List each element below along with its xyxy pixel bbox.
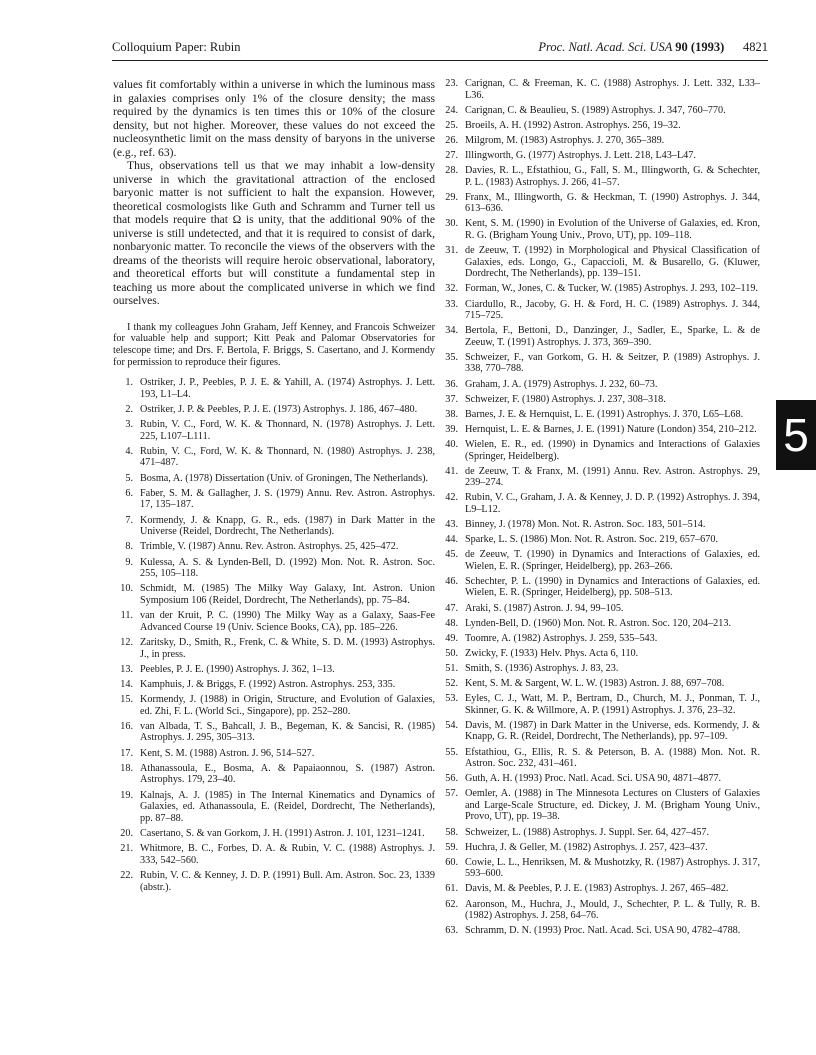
reference-number: 12. xyxy=(120,636,133,648)
reference-number: 5. xyxy=(125,472,133,484)
reference-item xyxy=(438,925,760,937)
reference-text: Huchra, J. & Geller, M. (1982) Astrophys. J. 257, 423–437. xyxy=(465,841,708,853)
reference-number: 44. xyxy=(445,534,458,546)
reference-number: 34. xyxy=(445,325,458,337)
reference-text: Davies, R. L., Efstathiou, G., Fall, S. M., Illingworth, G. & Schechter, P. L. (1983) Astrophys. J. 266, 41–57. xyxy=(465,165,760,188)
reference-number: 52. xyxy=(445,678,458,690)
reference-item xyxy=(438,633,760,645)
reference-number: 13. xyxy=(120,663,133,675)
reference-number: 29. xyxy=(445,191,458,203)
reference-item xyxy=(113,694,435,717)
reference-number: 6. xyxy=(125,487,133,499)
reference-text: Smith, S. (1936) Astrophys. J. 83, 23. xyxy=(465,662,619,674)
reference-item xyxy=(438,78,760,101)
reference-item xyxy=(113,679,435,691)
reference-number: 9. xyxy=(125,556,133,568)
reference-text: Kulessa, A. S. & Lynden-Bell, D. (1992) Mon. Not. R. Astron. Soc. 255, 105–118. xyxy=(140,556,435,580)
reference-item xyxy=(113,583,435,606)
reference-number: 56. xyxy=(445,773,458,785)
reference-item xyxy=(113,721,435,744)
reference-item xyxy=(438,192,760,215)
reference-number: 33. xyxy=(445,298,458,310)
reference-text: Whitmore, B. C., Forbes, D. A. & Rubin, V. C. (1988) Astrophys. J. 333, 542–560. xyxy=(140,843,435,866)
reference-text: Schweizer, F. (1980) Astrophys. J. 237, 308–318. xyxy=(465,393,666,405)
reference-number: 10. xyxy=(120,583,133,595)
reference-number: 21. xyxy=(120,843,133,855)
reference-text: Kent, S. M. (1988) Astron. J. 96, 514–527. xyxy=(140,747,315,759)
reference-number: 28. xyxy=(445,165,458,177)
reference-text: Kormendy, J. & Knapp, G. R., eds. (1987) in Dark Matter in the Universe (Reidel, Dordrecht, The Netherlands). xyxy=(140,514,435,538)
reference-item xyxy=(438,788,760,823)
reference-text: Eyles, C. J., Watt, M. P., Bertram, D., Church, M. J., Ponman, T. J., Skinner, G. K. & Willmore, A. P. (1991) Astrophys. J. 376, 23–32. xyxy=(465,693,760,716)
reference-number: 37. xyxy=(445,393,458,405)
reference-text: Zwicky, F. (1933) Helv. Phys. Acta 6, 110. xyxy=(465,647,639,659)
reference-text: Broeils, A. H. (1992) Astron. Astrophys. 256, 19–32. xyxy=(465,119,681,131)
page-number: 4821 xyxy=(743,40,768,54)
reference-number: 51. xyxy=(445,662,458,674)
reference-item xyxy=(438,618,760,630)
reference-item xyxy=(113,610,435,633)
reference-text: Kormendy, J. (1988) in Origin, Structure, and Evolution of Galaxies, ed. Zhi, F. L. (World Sci., Singapore), pp. 252–280. xyxy=(140,694,435,717)
reference-number: 23. xyxy=(445,78,458,89)
reference-text: Kent, S. M. & Sargent, W. L. W. (1983) Astron. J. 88, 697–708. xyxy=(465,678,725,690)
reference-text: Binney, J. (1978) Mon. Not. R. Astron. Soc. 183, 501–514. xyxy=(465,519,706,530)
reference-item xyxy=(438,325,760,348)
reference-item xyxy=(438,720,760,743)
reference-item xyxy=(113,763,435,786)
reference-text: Schweizer, F., van Gorkom, G. H. & Seitzer, P. (1989) Astrophys. J. 338, 770–788. xyxy=(465,351,760,375)
reference-text: Kent, S. M. (1990) in Evolution of the Universe of Galaxies, ed. Kron, R. G. (Brigham Young Univ., Provo, UT), pp. 109–118. xyxy=(465,218,760,242)
reference-item xyxy=(438,773,760,785)
journal-citation xyxy=(538,40,768,55)
reference-item xyxy=(438,120,760,132)
reference-number: 30. xyxy=(445,218,458,230)
reference-item xyxy=(438,576,760,599)
reference-item xyxy=(438,394,760,406)
reference-text: Schramm, D. N. (1993) Proc. Natl. Acad. Sci. USA 90, 4782–4788. xyxy=(465,925,741,937)
reference-text: Rubin, V. C. & Kenney, J. D. P. (1991) Bull. Am. Astron. Soc. 23, 1339 (abstr.). xyxy=(140,869,435,893)
reference-number: 36. xyxy=(445,378,458,390)
reference-text: Toomre, A. (1982) Astrophys. J. 259, 535–543. xyxy=(465,632,658,644)
reference-item xyxy=(438,534,760,546)
reference-item xyxy=(438,218,760,241)
reference-item xyxy=(113,404,435,416)
reference-item xyxy=(438,603,760,615)
reference-text: Athanassoula, E., Bosma, A. & Papaiaonnou, S. (1987) Astron. Astrophys. 179, 23–40. xyxy=(140,762,435,786)
reference-item xyxy=(438,678,760,690)
reference-item xyxy=(113,748,435,760)
reference-text: Carignan, C. & Beaulieu, S. (1989) Astrophys. J. 347, 760–770. xyxy=(465,104,726,116)
reference-item xyxy=(438,379,760,391)
reference-item xyxy=(438,165,760,188)
reference-number: 50. xyxy=(445,647,458,659)
reference-list-right xyxy=(438,78,760,937)
reference-text: Bertola, F., Bettoni, D., Danzinger, J., Sadler, E., Sparke, L. & de Zeeuw, T. (1991) Astrophys. J. 373, 369–390. xyxy=(465,325,760,348)
reference-item xyxy=(438,827,760,839)
reference-item xyxy=(438,245,760,280)
reference-item xyxy=(113,419,435,442)
right-column xyxy=(438,78,760,940)
reference-item xyxy=(438,857,760,880)
reference-item xyxy=(113,473,435,485)
reference-item xyxy=(113,377,435,400)
reference-item xyxy=(438,519,760,531)
reference-item xyxy=(113,637,435,660)
reference-text: Schechter, P. L. (1990) in Dynamics and Interactions of Galaxies, ed. Wielen, E. R. (Springer, Heidelberg), pp. 508–513. xyxy=(465,575,760,599)
reference-number: 43. xyxy=(445,519,458,530)
acknowledgment: I thank my colleagues John Graham, Jeff Kenney, and Francois Schweizer for valuable help and support; Kitt Peak and Palomar Observatories for telescope time; and Drs. F. Bertola, F. Briggs, S. Casertano, and J. Kormendy for permission to reproduce their figures. xyxy=(113,321,435,369)
reference-text: Araki, S. (1987) Astron. J. 94, 99–105. xyxy=(465,602,624,614)
reference-number: 22. xyxy=(120,869,133,881)
reference-item xyxy=(113,790,435,825)
reference-text: Zaritsky, D., Smith, R., Frenk, C. & White, S. D. M. (1993) Astrophys. J., in press. xyxy=(140,636,435,660)
reference-number: 16. xyxy=(120,720,133,732)
reference-text: Aaronson, M., Huchra, J., Mould, J., Schechter, P. L. & Tully, R. B. (1982) Astrophys. J. 258, 64–76. xyxy=(465,898,760,922)
reference-text: Hernquist, L. E. & Barnes, J. E. (1991) Nature (London) 354, 210–212. xyxy=(465,423,757,435)
reference-item xyxy=(438,424,760,436)
reference-item xyxy=(113,843,435,866)
reference-number: 40. xyxy=(445,438,458,450)
reference-item xyxy=(113,664,435,676)
reference-text: Milgrom, M. (1983) Astrophys. J. 270, 365–389. xyxy=(465,134,665,146)
reference-text: Peebles, P. J. E. (1990) Astrophys. J. 362, 1–13. xyxy=(140,663,335,675)
reference-number: 47. xyxy=(445,602,458,614)
reference-number: 3. xyxy=(125,419,133,431)
reference-text: van Albada, T. S., Bahcall, J. B., Begeman, K. & Sancisi, R. (1985) Astrophys. J. 295, 305–313. xyxy=(140,720,435,744)
reference-number: 39. xyxy=(445,423,458,435)
body-paragraph: values fit comfortably within a universe in which the luminous mass in galaxies comprises only 1% of the closure density; the mass required by the dynamics is ten times this or 10% of the closure density, but not higher. Moreover, these values do not exceed the nucleosynthetic limit on the mass density of baryons in the universe (e.g., ref. 63). xyxy=(113,78,435,159)
reference-number: 24. xyxy=(445,104,458,116)
reference-number: 26. xyxy=(445,134,458,146)
volume-year: 90 (1993) xyxy=(675,40,725,54)
reference-text: Rubin, V. C., Ford, W. K. & Thonnard, N. (1978) Astrophys. J. Lett. 225, L107–L111. xyxy=(140,419,435,442)
reference-item xyxy=(438,883,760,895)
reference-text: de Zeeuw, T. (1992) in Morphological and Physical Classification of Galaxies, eds. Longo, G., Capaccioli, M. & Busarello, G. (Kluwer, Dordrecht, The Netherlands), pp. 139–151. xyxy=(465,245,760,280)
reference-text: Franx, M., Illingworth, G. & Heckman, T. (1990) Astrophys. J. 344, 613–636. xyxy=(465,191,760,215)
reference-item xyxy=(438,283,760,295)
reference-text: Efstathiou, G., Ellis, R. S. & Peterson, B. A. (1988) Mon. Not. R. Astron. Soc. 232, 431–461. xyxy=(465,746,760,770)
reference-text: Carignan, C. & Freeman, K. C. (1988) Astrophys. J. Lett. 332, L33–L36. xyxy=(465,78,760,101)
reference-text: Sparke, L. S. (1986) Mon. Not. R. Astron. Soc. 219, 657–670. xyxy=(465,534,718,546)
reference-item xyxy=(438,466,760,489)
reference-number: 59. xyxy=(445,841,458,853)
reference-item xyxy=(438,135,760,147)
reference-text: Bosma, A. (1978) Dissertation (Univ. of Groningen, The Netherlands). xyxy=(140,472,429,484)
reference-number: 31. xyxy=(445,245,458,257)
reference-number: 53. xyxy=(445,693,458,705)
reference-text: Davis, M. (1987) in Dark Matter in the Universe, eds. Kormendy, J. & Knapp, G. R. (Reidel, Dordrecht, The Netherlands), pp. 97–109. xyxy=(465,719,760,743)
reference-text: Guth, A. H. (1993) Proc. Natl. Acad. Sci. USA 90, 4871–4877. xyxy=(465,773,722,785)
reference-item xyxy=(438,549,760,572)
body-paragraph: Thus, observations tell us that we may inhabit a low-density universe in which the gravitational attraction of the enclosed baryonic matter is not sufficient to halt the expansion. However, theoretical cosmologists like Guth and Schramm and Turner tell us that models require that Ω is unity, that the additional 90% of the universe is still undetected, and that it is required to consist of dark, nonbaryonic matter. To reconcile the views of the observers with the dreams of the theorists will require heroic observational, laboratory, and theoretical efforts but will constitute a fundamental step in teaching us more about the complicated universe in which we find ourselves. xyxy=(113,159,435,307)
reference-item xyxy=(438,693,760,716)
reference-number: 27. xyxy=(445,149,458,161)
reference-number: 17. xyxy=(120,747,133,759)
reference-number: 54. xyxy=(445,719,458,731)
reference-number: 41. xyxy=(445,465,458,477)
reference-text: Barnes, J. E. & Hernquist, L. E. (1991) Astrophys. J. 370, L65–L68. xyxy=(465,408,744,420)
reference-text: Ostriker, J. P. & Peebles, P. J. E. (1973) Astrophys. J. 186, 467–480. xyxy=(140,403,418,415)
reference-number: 57. xyxy=(445,788,458,800)
reference-text: Trimble, V. (1987) Annu. Rev. Astron. Astrophys. 25, 425–472. xyxy=(140,541,399,553)
reference-text: Cowie, L. L., Henriksen, M. & Mushotzky, R. (1987) Astrophys. J. 317, 593–600. xyxy=(465,856,760,880)
reference-number: 8. xyxy=(125,541,133,553)
reference-item xyxy=(438,899,760,922)
reference-text: Rubin, V. C., Ford, W. K. & Thonnard, N. (1980) Astrophys. J. 238, 471–487. xyxy=(140,445,435,469)
reference-number: 61. xyxy=(445,883,458,895)
left-column xyxy=(113,78,435,897)
reference-item xyxy=(113,870,435,893)
reference-text: Lynden-Bell, D. (1960) Mon. Not. R. Astron. Soc. 120, 204–213. xyxy=(465,617,731,629)
reference-text: de Zeeuw, T. & Franx, M. (1991) Annu. Rev. Astron. Astrophys. 29, 239–274. xyxy=(465,465,760,489)
reference-number: 7. xyxy=(125,514,133,526)
reference-text: de Zeeuw, T. (1990) in Dynamics and Interactions of Galaxies, ed. Wielen, E. R. (Springer, Heidelberg), pp. 263–266. xyxy=(465,549,760,572)
reference-number: 19. xyxy=(120,789,133,801)
section-thumb-tab: 5 xyxy=(776,400,816,470)
reference-number: 42. xyxy=(445,492,458,504)
reference-text: Illingworth, G. (1977) Astrophys. J. Lett. 218, L43–L47. xyxy=(465,149,696,161)
reference-text: Kamphuis, J. & Briggs, F. (1992) Astron. Astrophys. 253, 335. xyxy=(140,678,396,690)
reference-text: Ostriker, J. P., Peebles, P. J. E. & Yahill, A. (1974) Astrophys. J. Lett. 193, L1–L4. xyxy=(140,377,435,400)
reference-number: 15. xyxy=(120,694,133,706)
reference-item xyxy=(438,648,760,660)
reference-number: 4. xyxy=(125,445,133,457)
reference-number: 38. xyxy=(445,408,458,420)
reference-item xyxy=(438,663,760,675)
reference-number: 60. xyxy=(445,856,458,868)
reference-list-left xyxy=(113,377,435,893)
reference-number: 32. xyxy=(445,283,458,295)
reference-item xyxy=(438,747,760,770)
reference-text: Forman, W., Jones, C. & Tucker, W. (1985) Astrophys. J. 293, 102–119. xyxy=(465,283,758,295)
reference-text: Schweizer, L. (1988) Astrophys. J. Suppl. Ser. 64, 427–457. xyxy=(465,826,710,838)
running-head: Colloquium Paper: Rubin xyxy=(112,40,241,54)
reference-number: 49. xyxy=(445,632,458,644)
reference-item xyxy=(438,105,760,117)
reference-item xyxy=(113,446,435,469)
reference-item xyxy=(113,557,435,580)
reference-text: Schmidt, M. (1985) The Milky Way Galaxy, Int. Astron. Union Symposium 106 (Reidel, Dordrecht, The Netherlands), pp. 75–84. xyxy=(140,583,435,606)
reference-number: 58. xyxy=(445,826,458,838)
reference-text: van der Kruit, P. C. (1990) The Milky Way as a Galaxy, Saas-Fee Advanced Course 19 (Univ. Science Books, CA), pp. 185–226. xyxy=(140,610,435,633)
reference-number: 48. xyxy=(445,617,458,629)
reference-item xyxy=(438,409,760,421)
reference-text: Faber, S. M. & Gallagher, J. S. (1979) Annu. Rev. Astron. Astrophys. 17, 135–187. xyxy=(140,487,435,511)
page-header xyxy=(112,40,768,62)
reference-text: Ciardullo, R., Jacoby, G. H. & Ford, H. C. (1989) Astrophys. J. 344, 715–725. xyxy=(465,298,760,322)
reference-number: 2. xyxy=(125,403,133,415)
reference-number: 1. xyxy=(125,377,133,389)
reference-number: 46. xyxy=(445,575,458,587)
reference-item xyxy=(438,352,760,375)
reference-number: 35. xyxy=(445,351,458,363)
reference-number: 11. xyxy=(120,610,133,622)
reference-text: Davis, M. & Peebles, P. J. E. (1983) Astrophys. J. 267, 465–482. xyxy=(465,883,729,895)
reference-item xyxy=(113,488,435,511)
reference-number: 20. xyxy=(120,828,133,839)
reference-item xyxy=(438,150,760,162)
reference-number: 45. xyxy=(445,549,458,561)
reference-number: 63. xyxy=(445,925,458,937)
reference-item xyxy=(438,439,760,462)
reference-number: 25. xyxy=(445,119,458,131)
reference-item xyxy=(438,842,760,854)
reference-text: Kalnajs, A. J. (1985) in The Internal Kinematics and Dynamics of Galaxies, ed. Athanassoula, E. (Reidel, Dordrecht, The Netherlands), pp. 87–88. xyxy=(140,789,435,824)
reference-number: 18. xyxy=(120,762,133,774)
reference-number: 55. xyxy=(445,746,458,758)
reference-text: Oemler, A. (1988) in The Minnesota Lectures on Clusters of Galaxies and Large-Scale Structure, ed. Dickey, J. M. (Brigham Young Univ., Provo, UT), pp. 19–38. xyxy=(465,788,760,823)
journal-name: Proc. Natl. Acad. Sci. USA xyxy=(538,40,673,54)
reference-item xyxy=(438,299,760,322)
reference-item xyxy=(438,492,760,515)
reference-text: Graham, J. A. (1979) Astrophys. J. 232, 60–73. xyxy=(465,378,658,390)
reference-item xyxy=(113,828,435,840)
header-rule xyxy=(112,60,768,61)
reference-text: Rubin, V. C., Graham, J. A. & Kenney, J. D. P. (1992) Astrophys. J. 394, L9–L12. xyxy=(465,492,760,515)
reference-text: Wielen, E. R., ed. (1990) in Dynamics and Interactions of Galaxies (Springer, Heidelberg). xyxy=(465,438,760,462)
reference-text: Casertano, S. & van Gorkom, J. H. (1991) Astron. J. 101, 1231–1241. xyxy=(140,828,425,839)
reference-item xyxy=(113,541,435,553)
reference-number: 14. xyxy=(120,678,133,690)
reference-item xyxy=(113,515,435,538)
reference-number: 62. xyxy=(445,898,458,910)
